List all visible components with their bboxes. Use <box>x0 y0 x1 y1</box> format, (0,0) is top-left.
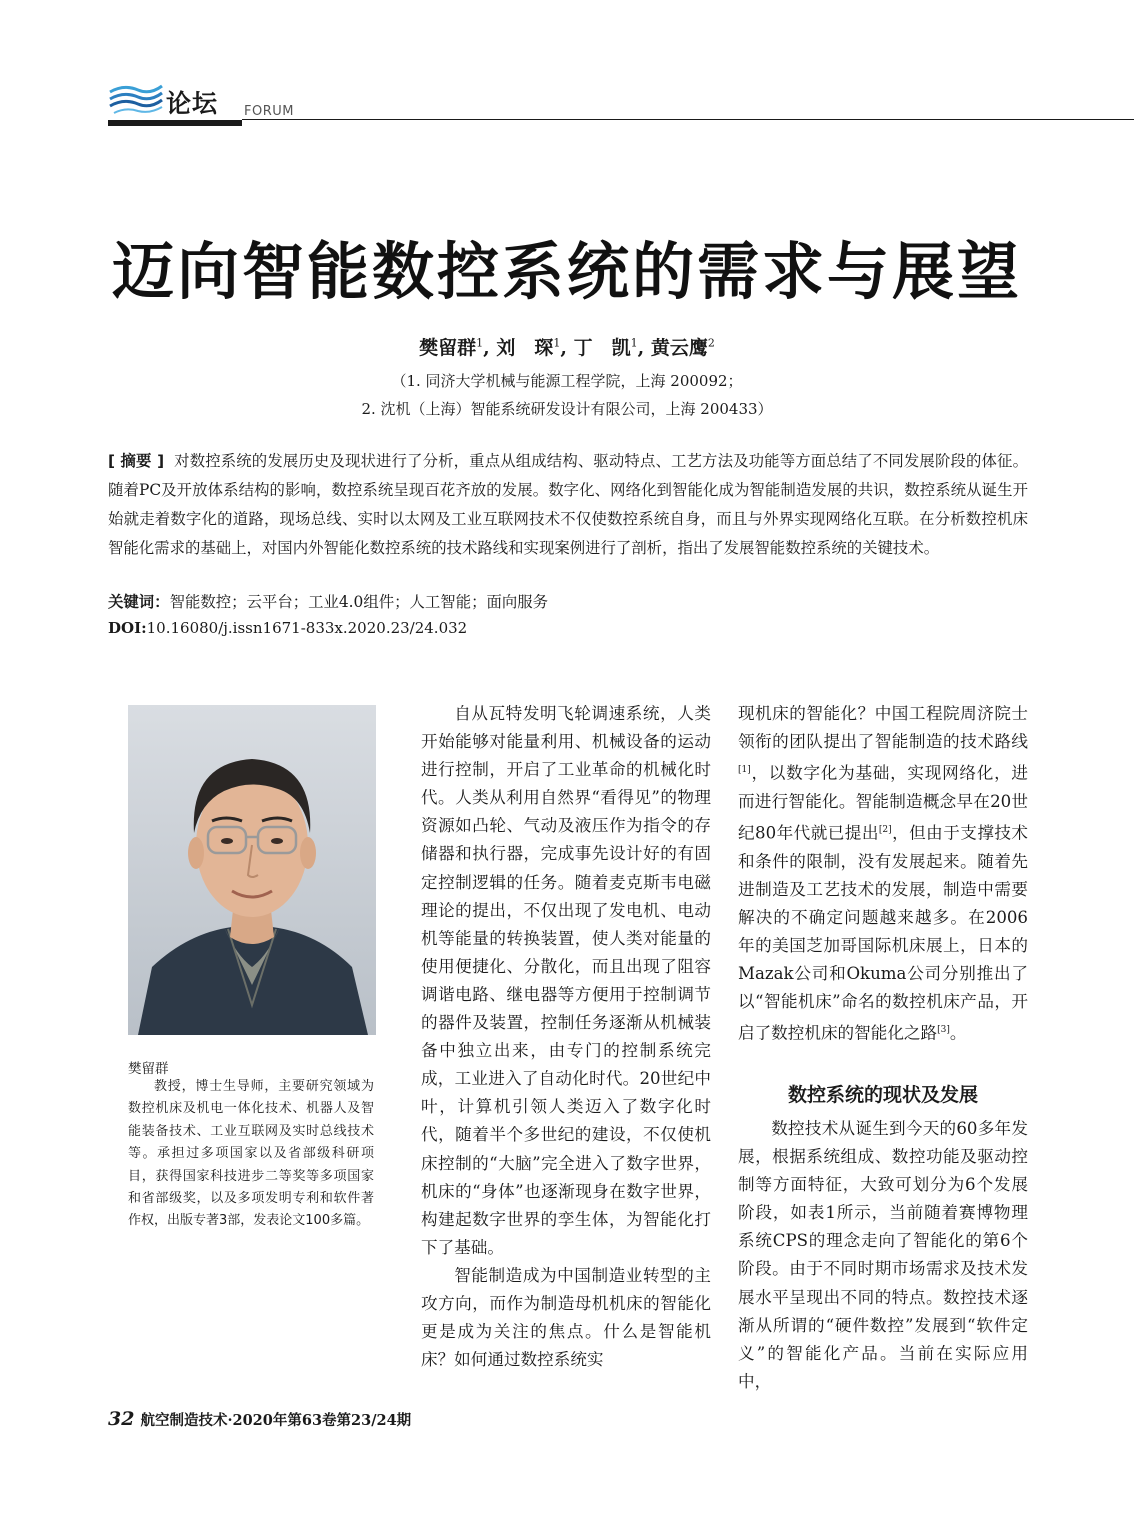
text-run: ，以数字化为基础，实现网络化，进而进行智能化。智能制造概念早在20世纪80年代就已提出 <box>738 763 1028 843</box>
keywords-text: 智能数控；云平台；工业4.0组件；人工智能；面向服务 <box>169 593 549 611</box>
citation: [3] <box>937 1025 950 1036</box>
doi-text: 10.16080/j.issn1671-833x.2020.23/24.032 <box>146 619 468 637</box>
keywords <box>108 590 548 612</box>
bio-name: 樊留群 <box>128 1061 169 1077</box>
abstract-label: [ 摘要 ] <box>108 452 165 470</box>
page-number: 32 <box>108 1408 135 1430</box>
journal-info: 航空制造技术·2020年第63卷第23/24期 <box>140 1412 412 1429</box>
author-name: 丁 凯 <box>573 337 631 359</box>
author-separator: , <box>637 337 645 359</box>
author-affiliation-mark: 1 <box>553 336 561 350</box>
text-run: ，但由于支撑技术和条件的限制，没有发展起来。随着先进制造及工艺技术的发展，制造中需要解决的不确定问题越来越多。在2006年的美国芝加哥国际机床展上，日本的Mazak公司和Okuma公司分别推出了以“智能机床”命名的数控机床产品，开启了数控机床的智能化之路 <box>738 823 1028 1043</box>
section-label-en: FORUM <box>244 104 294 119</box>
header-rule-thick <box>108 120 242 126</box>
keywords-label: 关键词： <box>108 593 170 611</box>
section-heading: 数控系统的现状及发展 <box>787 1084 978 1106</box>
body-column-1 <box>421 700 711 1374</box>
author-list <box>0 333 1134 360</box>
body-column-2-continued <box>738 1115 1028 1396</box>
doi <box>108 619 467 637</box>
doi-label: DOI: <box>108 619 147 637</box>
article-title: 迈向智能数控系统的需求与展望 <box>111 235 1022 308</box>
author-separator: , <box>560 337 567 359</box>
author-affiliation-mark: 2 <box>707 336 715 350</box>
paragraph: 数控技术从诞生到今天的60多年发展，根据系统组成、数控功能及驱动控制等方面特征，大致可划分为6个发展阶段，如表1所示，当前随着赛博物理系统CPS的理念走向了智能化的第6个阶段。由于不同时期市场需求及技术发展水平呈现出不同的特点。数控技术逐渐从所谓的“硬件数控”发展到“软件定义”的智能化产品。当前在实际应用中， <box>738 1119 1028 1391</box>
abstract <box>108 447 1028 563</box>
citation: [2] <box>878 824 892 835</box>
header-rule-thin <box>242 119 1134 120</box>
citation: [1] <box>738 765 751 776</box>
author-name: 刘 琛 <box>496 337 554 359</box>
abstract-text: 对数控系统的发展历史及现状进行了分析，重点从组成结构、驱动特点、工艺方法及功能等方面总结了不同发展阶段的体征。随着PC及开放体系结构的影响，数控系统呈现百花齐放的发展。数字化、网络化到智能化成为智能制造发展的共识，数控系统从诞生开始就走着数字化的道路，现场总线、实时以太网及工业互联网技术不仅使数控系统自身，而且与外界实现网络化互联。在分析数控机床智能化需求的基础上，对国内外智能化数控系统的技术路线和实现案例进行了剖析，指出了发展智能数控系统的关键技术。 <box>108 452 1028 557</box>
text-run: 现机床的智能化？中国工程院周济院士领衔的团队提出了智能制造的技术路线 <box>738 704 1028 752</box>
author-name: 黄云鹰 <box>650 337 708 359</box>
page-footer <box>108 1408 411 1430</box>
section-label: 论坛 <box>166 89 219 118</box>
body-column-2 <box>738 700 1028 1048</box>
bio-text: 教授，博士生导师，主要研究领域为数控机床及机电一体化技术、机器人及智能装备技术、工业互联网及实时总线技术等。承担过多项国家以及省部级科研项目，获得国家科技进步二等奖等多项国家和省部级奖，以及多项发明专利和软件著作权，出版专著3部，发表论文100多篇。 <box>128 1079 374 1229</box>
author-name: 樊留群 <box>419 337 477 359</box>
paragraph <box>738 700 1028 1048</box>
text-run: 。 <box>949 1023 967 1043</box>
paragraph: 自从瓦特发明飞轮调速系统，人类开始能够对能量利用、机械设备的运动进行控制，开启了工业革命的机械化时代。人类从利用自然界“看得见”的物理资源如凸轮、气动及液压作为指令的存储器和执行器，完成事先设计好的有固定控制逻辑的任务。随着麦克斯韦电磁理论的提出，不仅出现了发电机、电动机等能量的转换装置，使人类对能量的使用便捷化、分散化，而且出现了阻容调谐电路、继电器等方便用于控制调节的器件及装置，控制任务逐渐从机械装备中独立出来，由专门的控制系统完成，工业进入了自动化时代。20世纪中叶，计算机引领人类迈入了数字化时代，随着半个多世纪的建设，不仅使机床控制的“大脑”完全进入了数字世界，机床的“身体”也逐渐现身在数字世界，构建起数字世界的孪生体，为智能化打下了基础。 <box>421 704 711 1257</box>
author-separator: , <box>483 337 490 359</box>
paragraph: 智能制造成为中国制造业转型的主攻方向，而作为制造母机机床的智能化更是成为关注的焦点。什么是智能机床？如何通过数控系统实 <box>421 1265 711 1370</box>
affiliation-line: （1. 同济大学机械与能源工程学院，上海 200092； <box>391 372 743 390</box>
author-affiliation-mark: 1 <box>476 336 484 350</box>
forum-logo-icon <box>108 80 164 116</box>
author-photo <box>128 705 376 1035</box>
affiliation-line: 2. 沈机（上海）智能系统研发设计有限公司，上海 200433） <box>361 400 773 418</box>
author-affiliation-mark: 1 <box>630 336 638 350</box>
